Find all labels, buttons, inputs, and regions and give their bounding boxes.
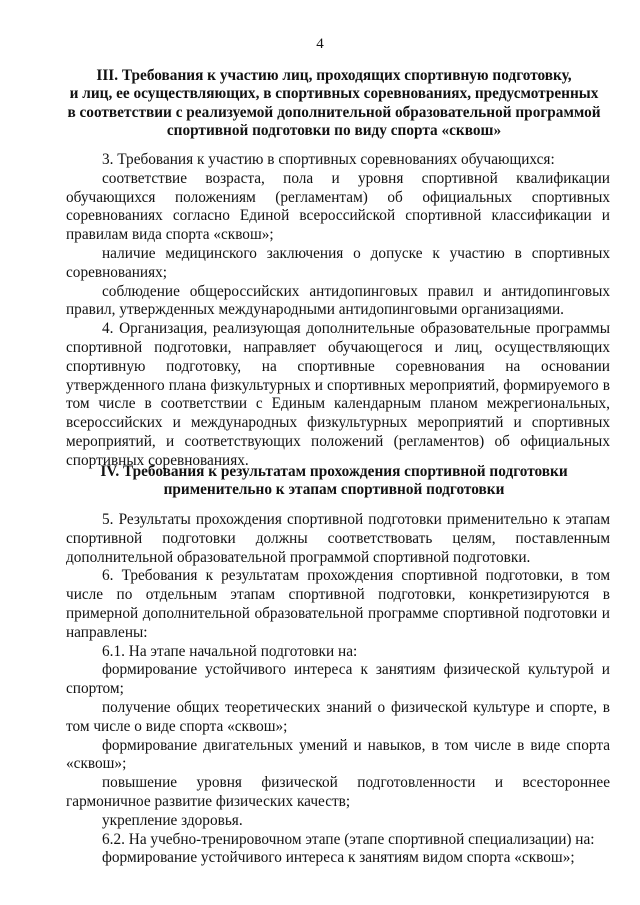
heading-line: IV. Требования к результатам прохождения спортивной подготовки [100,463,568,480]
heading-line: III. Требования к участию лиц, проходящих спортивную подготовку, [96,67,572,84]
paragraph-6-1-health: укрепление здоровья. [102,811,243,829]
section-3-body [66,151,610,471]
heading-line: применительно к этапам спортивной подготовки [163,481,505,499]
paragraph-6-2-interest: формирование устойчивого интереса к занятиям видом спорта «сквош»; [102,849,575,867]
paragraph-6-1-knowledge: получение общих теоретических знаний о физической культуре и спорте, в том числе о виде спорта «сквош»; [66,698,610,735]
paragraph-6-1-fitness: повышение уровня физической подготовленности и всестороннее гармоничное развитие физических качеств; [66,774,610,810]
paragraph-3-antidoping: соблюдение общероссийских антидопинговых правил и антидопинговых правил, утвержденных международными антидопинговыми организациями. [66,282,610,319]
paragraph-4: 4. Организация, реализующая дополнительные образовательные программы спортивной подготовки, направляет обучающегося и лиц, осуществляющих спортивную подготовку, на спортивные соревнования на основании утвержденного плана физкультурных и спортивных мероприятий, формируемого в том числе в соответствии с Единым календарным планом межрегиональных, всероссийских и международных физкультурных мероприятий и спортивных мероприятий, и соответствующих положений (регламентов) об официальных спортивных соревнованиях. [66,320,610,469]
section-4-body [66,511,610,868]
paragraph-6-1-skills: формирование двигательных умений и навыков, в том числе в виде спорта «сквош»; [66,736,610,773]
paragraph-6-1: 6.1. На этапе начальной подготовки на: [102,642,358,660]
paragraph-6-1-interest: формирование устойчивого интереса к занятиям физической культурой и спортом; [66,661,610,698]
section-3-heading [60,67,608,140]
heading-line: и лиц, ее осуществляющих, в спортивных соревнованиях, предусмотренных [69,85,599,103]
heading-line: в соответствии с реализуемой дополнительной образовательной программой [67,103,601,121]
paragraph-3: 3. Требования к участию в спортивных соревнованиях обучающихся: [102,151,555,168]
page-number: 4 [316,36,324,52]
paragraph-3-medical: наличие медицинского заключения о допуске к участию в спортивных соревнованиях; [66,244,610,281]
paragraph-5: 5. Результаты прохождения спортивной подготовки применительно к этапам спортивной подготовки должны соответствовать целям, поставленным дополнительной образовательной программой спортивной подготовки. [66,511,610,566]
paragraph-6-2: 6.2. На учебно-тренировочном этапе (этапе спортивной специализации) на: [102,830,595,848]
paragraph-6: 6. Требования к результатам прохождения спортивной подготовки, в том числе по отдельным этапам спортивной подготовки, конкретизируются в примерной дополнительной образовательной программе спортивной подготовки и направлены: [66,567,610,641]
paragraph-3-age-sex-qualification: соответствие возраста, пола и уровня спортивной квалификации обучающихся положениям (регламентам) об официальных спортивных соревнованиях согласно Единой всероссийской спортивной классификации и правилам вида спорта «сквош»; [66,169,610,244]
section-4-heading [60,463,608,500]
heading-line: спортивной подготовки по виду спорта «сквош» [166,121,502,139]
